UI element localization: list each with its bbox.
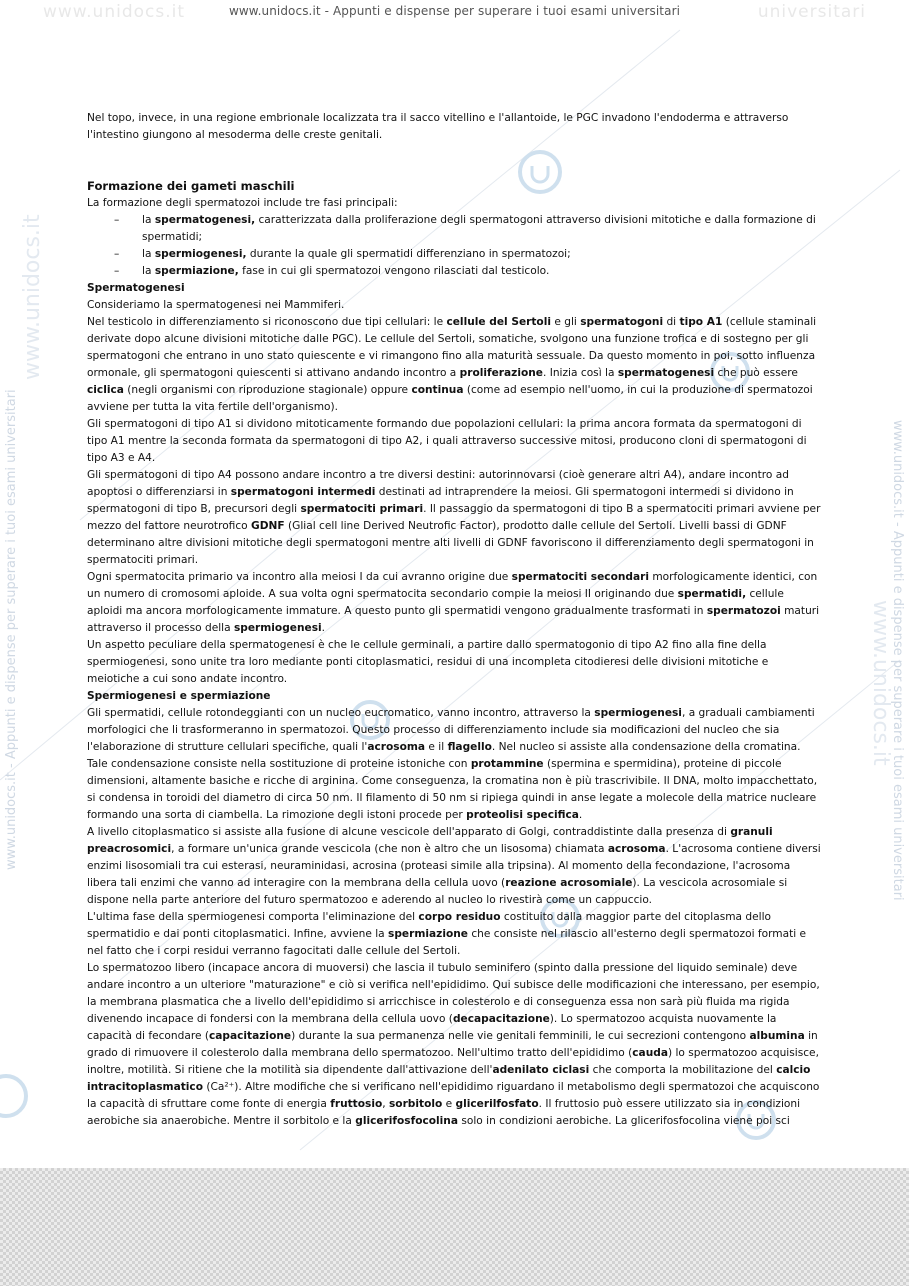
paragraph (87, 705, 822, 824)
paragraph: Gli spermatogoni di tipo A1 si dividono mitoticamente formando due popolazioni cellulari: la prima ancora formata da spermatogoni di tipo A1 mentre la seconda formata da spermatogoni di tipo A2, i quali attraverso successive mitosi, producono cloni di spermatogoni di tipo A3 e A4. (87, 418, 807, 464)
list-item: – la spermiogenesi, durante la quale gli spermatidi differenziano in spermatozoi; (114, 246, 822, 263)
text-run: . (578, 809, 583, 821)
bold-term: spermiogenesi (233, 622, 322, 634)
text-run: solo in condizioni aerobiche. La glicerifosfocolina viene poi sci (458, 1115, 790, 1127)
text-run: Nel testicolo in differenziamento si riconoscono due tipi cellulari: le (87, 316, 447, 328)
side-watermark-left: www.unidocs.it - Appunti e dispense per superare i tuoi esami universitari (4, 389, 19, 870)
bold-term: sorbitolo (388, 1098, 443, 1110)
bold-term: acrosoma (607, 843, 666, 855)
bold-term: proteolisi specifica (466, 809, 579, 821)
text-run: cellule aploidi ma ancora morfologicamente immature. A questo punto gli spermatidi vengono gradualmente trasformati in (87, 588, 784, 617)
text-run: (spermina e spermidina), proteine di piccole dimensioni, altamente basiche e ricche di arginina. Come conseguenza, la cromatina non è più trascrivibile. Il DNA, molto impacchettato, si condensa in toroidi del diametro di circa 50 nm. Il filamento di 50 nm si ripiega quindi in anse legate a molecole della matrice nucleare formando una sorta di ciambella. La rimozione degli istoni procede per (87, 758, 818, 821)
bold-term: ciclica (87, 384, 124, 396)
intro-paragraph: Nel topo, invece, in una regione embrionale localizzata tra il sacco vitellino e l'allantoide, le PGC invadono l'endoderma e attraverso l'intestino giungono al mesoderma delle creste genitali. (87, 112, 789, 141)
page-footer-pattern (0, 1168, 909, 1286)
text-run: di (663, 316, 680, 328)
header-site-link[interactable]: www.unidocs.it - Appunti e dispense per superare i tuoi esami universitari (228, 4, 681, 18)
section-title: Formazione dei gameti maschili (87, 179, 295, 193)
bold-term: glicerifosfocolina (355, 1115, 458, 1127)
bold-term: spermatogoni intermedi (230, 486, 376, 498)
text-run: destinati ad intraprendere la meiosi. Gli spermatogoni intermedi si dividono in spermatogoni di tipo B, precursori degli (87, 486, 794, 515)
text-run: , a graduali cambiamenti morfologici che li trasformeranno in spermatozoi. Questo processo di differenziamento include sia modificazioni del nucleo che sia l'elaborazione di strutture cellulari specifiche, quali l' (87, 707, 815, 753)
side-watermark-right-ghost: www.unidocs.it (868, 600, 893, 766)
side-watermark-right: www.unidocs.it - Appunti e dispense per superare i tuoi esami universitari (890, 420, 905, 901)
side-watermark-left-ghost: www.unidocs.it (20, 214, 45, 380)
bold-term: calcio intracitoplasmatico (87, 1064, 811, 1093)
text-run: (negli organismi con riproduzione stagionale) oppure (123, 384, 412, 396)
paragraph (87, 569, 822, 637)
document-body (87, 110, 822, 1130)
text-run: . Il fruttosio può essere utilizzato sia in condizioni aerobiche sia anaerobiche. Mentre il sorbitolo e la (87, 1098, 801, 1127)
ghost-right-text: universitari (757, 2, 866, 22)
bold-term: granuli preacrosomici (87, 826, 773, 855)
text-run: , a formare un'unica grande vescicola (che non è altro che un lisosoma) chiamata (171, 843, 608, 855)
bold-term: spermatogoni (580, 316, 664, 328)
text-run: maturi attraverso il processo della (87, 605, 820, 634)
paragraph (87, 314, 822, 416)
text-run: costituito dalla maggior parte del citoplasma dello spermatidio e dai ponti citoplasmatici. Infine, avviene la (87, 911, 772, 940)
bold-term: protammine (470, 758, 544, 770)
subheading-spermiogenesi: Spermiogenesi e spermiazione (87, 690, 271, 702)
bold-term: albumina (749, 1030, 805, 1042)
bold-term: spermatidi, (677, 588, 747, 600)
phase-list (87, 212, 822, 280)
bold-term: tipo A1 (679, 316, 723, 328)
text-run: (Glial cell line Derived Neutrofic Factor), prodotto dalle cellule del Sertoli. Livelli bassi di GDNF determinano altre divisioni mitotiche degli spermatogoni mentre alti livelli di GDNF favoriscono il differenziamento degli spermatogoni in spermatociti primari. (87, 520, 814, 566)
list-item: – la spermatogenesi, caratterizzata dalla proliferazione degli spermatogoni attraverso divisioni mitotiche e dalla formazione di spermatidi; (114, 212, 822, 246)
text-run: L'ultima fase della spermiogenesi comporta l'eliminazione del (87, 911, 419, 923)
text-run: in grado di rimuovere il colesterolo dalla membrana dello spermatozoo. Nell'ultimo tratto dell'epididimo ( (87, 1030, 818, 1059)
bold-term: proliferazione (459, 367, 543, 379)
section-lead: La formazione degli spermatozoi include tre fasi principali: (87, 197, 398, 209)
paragraph (87, 824, 822, 909)
text-run: e (442, 1098, 456, 1110)
ghost-left-text: www.unidocs.it (43, 2, 186, 22)
bold-term: spermatociti secondari (511, 571, 649, 583)
text-run: ) durante la sua permanenza nelle vie genitali femminili, le cui secrezioni contengono (291, 1030, 750, 1042)
bold-term: decapacitazione (452, 1013, 550, 1025)
text-run: . (321, 622, 326, 634)
text-run: . Il passaggio da spermatogoni di tipo B a spermatociti primari avviene per mezzo del fattore neurotrofico (87, 503, 821, 532)
paragraph (87, 909, 822, 960)
bold-term: adenilato ciclasi (492, 1064, 590, 1076)
paragraph (87, 960, 822, 1130)
bold-term: acrosoma (367, 741, 426, 753)
text-run: (come ad esempio nell'uomo, in cui la produzione di spermatozoi avviene per tutta la vita fertile dell'organismo). (87, 384, 813, 413)
text-run: Ogni spermatocita primario va incontro alla meiosi I da cui avranno origine due (87, 571, 512, 583)
text-run: . L'acrosoma contiene diversi enzimi lisosomiali tra cui esterasi, neuraminidasi, acrosina (proteasi simile alla tripsina). Al momento della fecondazione, l'acrosoma libera tali enzimi che vanno ad interagire con la membrana della cellula uovo ( (87, 843, 821, 889)
paragraph (87, 467, 822, 569)
text-run: che consiste nel rilascio all'esterno degli spermatozoi formati e nel fatto che i corpi residui verranno fagocitati dalle cellule del Sertoli. (87, 928, 807, 957)
text-run: (cellule staminali derivate dopo alcune divisioni mitotiche dalle PGC). Le cellule del Sertoli, somatiche, svolgono una funzione trofica e di sostegno per gli spermatogoni che entrano in uno stato quiescente e vi rimangono fino alla maturità sessuale. Da questo momento in poi, sotto influenza ormonale, gli spermatogoni quiescenti si attivano andando incontro a (87, 316, 817, 379)
bold-term: spermatociti primari (300, 503, 424, 515)
bold-term: spermiazione (388, 928, 468, 940)
bold-term: flagello (447, 741, 492, 753)
list-item: – la spermiazione, fase in cui gli spermatozoi vengono rilasciati dal testicolo. (114, 263, 822, 280)
text-run: ). La vescicola acrosomiale si dispone nella parte anteriore del futuro spermatozoo e aderendo al nucleo lo rivestirà come un cappuccio. (87, 877, 788, 906)
bold-term: GDNF (251, 520, 285, 532)
text-run: che può essere (714, 367, 798, 379)
text-run: che comporta la mobilitazione del (589, 1064, 777, 1076)
bold-term: capacitazione (208, 1030, 292, 1042)
text-run: ). Lo spermatozoo acquista nuovamente la capacità di fecondare ( (87, 1013, 777, 1042)
bold-term: cellule del Sertoli (446, 316, 551, 328)
text-run: (Ca²⁺). Altre modifiche che si verificano nell'epididimo riguardano il metabolismo degli spermatozoi che acquiscono la capacità di sfruttare come fonte di energia (87, 1081, 820, 1110)
bold-term: fruttosio (330, 1098, 383, 1110)
subheading-spermatogenesi: Spermatogenesi (87, 282, 185, 294)
bold-term: glicerilfosfato (455, 1098, 539, 1110)
bold-term: corpo residuo (418, 911, 501, 923)
text-run: . Inizia così la (542, 367, 618, 379)
bold-term: reazione acrosomiale (505, 877, 633, 889)
text-run: Gli spermatidi, cellule rotondeggianti con un nucleo eucromatico, vanno incontro, attraverso la (87, 707, 595, 719)
bold-term: spermatogenesi (617, 367, 715, 379)
text-run: morfologicamente identici, con un numero di cromosomi aploide. A sua volta ogni spermatocita secondario compie la meiosi II originando due (87, 571, 818, 600)
bold-term: cauda (632, 1047, 668, 1059)
bold-term: continua (411, 384, 464, 396)
text-run: e il (425, 741, 448, 753)
bold-term: spermatozoi (706, 605, 781, 617)
paragraph: Consideriamo la spermatogenesi nei Mammiferi. (87, 299, 345, 311)
paragraph: Un aspetto peculiare della spermatogenesi è che le cellule germinali, a partire dallo spermatogonio di tipo A2 fino alla fine della spermiogenesi, sono unite tra loro mediante ponti citoplasmatici, residui di una incompleta citodieresi delle divisioni mitotiche e meiotiche a cui sono andate incontro. (87, 639, 769, 685)
text-run: Lo spermatozoo libero (incapace ancora di muoversi) che lascia il tubulo seminifero (spinto dalla pressione del liquido seminale) deve andare incontro a un ulteriore "maturazione" e ciò si verifica nell'epididimo. Qui subisce delle modificazioni che interessano, per esempio, la membrana plasmatica che a livello dell'epididimo si arricchisce in colesterolo e di conseguenza essa non sarà più fluida ma rigida divenendo incapace di fondersi con la membrana della cellula uovo ( (87, 962, 820, 1025)
text-run: Gli spermatogoni di tipo A4 possono andare incontro a tre diversi destini: autorinnovarsi (cioè generare altri A4), andare incontro ad apoptosi o differenziarsi in (87, 469, 789, 498)
text-run: ) lo spermatozoo acquisisce, inoltre, motilità. Si ritiene che la motilità sia dipendente dall'attivazione dell' (87, 1047, 819, 1076)
bold-term: spermiogenesi (594, 707, 682, 719)
text-run: , (382, 1098, 389, 1110)
text-run: A livello citoplasmatico si assiste alla fusione di alcune vescicole dell'apparato di Golgi, contraddistinte dalla presenza di (87, 826, 731, 838)
text-run: . Nel nucleo si assiste alla condensazione della cromatina. Tale condensazione consiste nella sostituzione di proteine istoniche con (87, 741, 801, 770)
text-run: e gli (550, 316, 581, 328)
